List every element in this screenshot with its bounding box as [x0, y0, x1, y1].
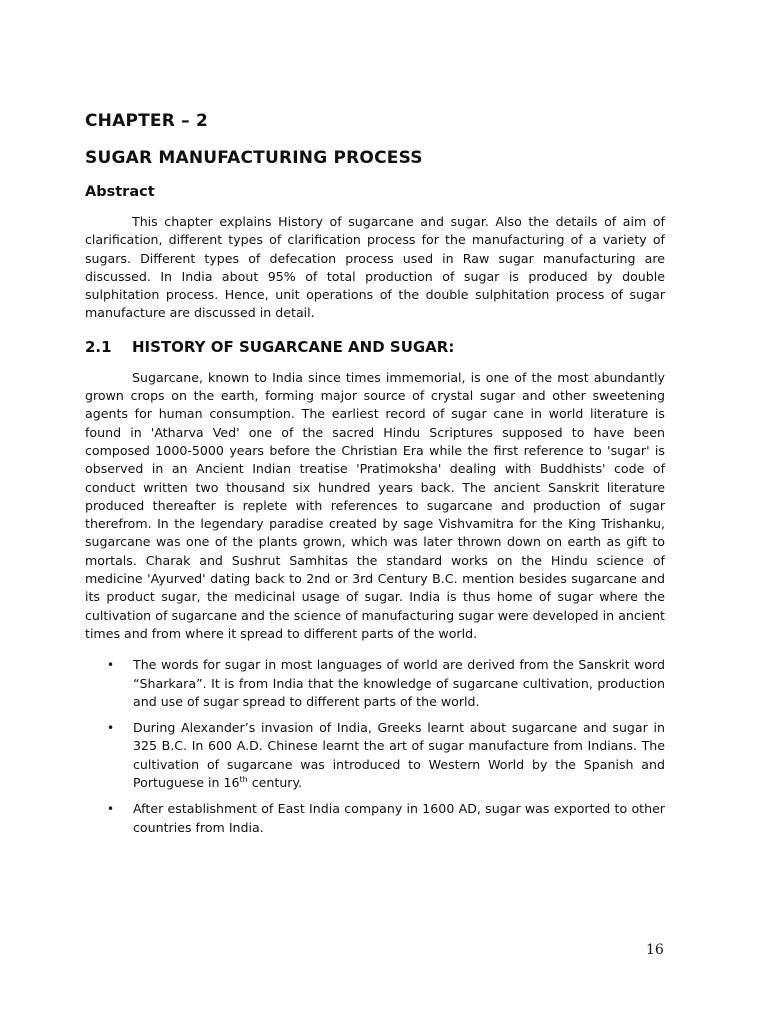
bullet-text-end: century.: [247, 775, 303, 791]
chapter-label: CHAPTER – 2: [85, 111, 208, 131]
chapter-title: SUGAR MANUFACTURING PROCESS: [85, 148, 423, 168]
document-page: [85, 110, 665, 845]
list-item: [85, 719, 665, 792]
superscript: th: [239, 774, 248, 784]
list-item: [85, 800, 665, 837]
bullet-icon: •: [107, 658, 115, 673]
history-paragraph: Sugarcane, known to India since times immemorial, is one of the most abundantly grown crops on the earth, forming major source of crystal sugar and other sweetening agents for human consumption. The earliest record of sugar cane in world literature is found in 'Atharva Ved' one of the sacred Hindu Scriptures supposed to have been composed 1000-5000 years before the Christian Era while the first reference to 'sugar' is observed in an Ancient Indian treatise 'Pratimoksha' dealing with Buddhists' code of conduct written two thousand six hundred years back. The ancient Sanskrit literature produced thereafter is replete with references to sugarcane and production of sugar therefrom. In the legendary paradise created by sage Vishvamitra for the King Trishanku, sugarcane was one of the plants grown, which was later thrown down on earth as gift to mortals. Charak and Sushrut Samhitas the standard works on the Hindu science of medicine 'Ayurved' dating back to 2nd or 3rd Century B.C. mention besides sugarcane and its product sugar, the medicinal usage of sugar. India is thus home of sugar where the cultivation of sugarcane and the science of manufacturing sugar were developed in ancient times and from where it spread to different parts of the world.: [85, 369, 665, 641]
section-heading: [85, 336, 665, 358]
section-title: HISTORY OF SUGARCANE AND SUGAR:: [132, 337, 455, 356]
abstract-paragraph: This chapter explains History of sugarcane and sugar. Also the details of aim of clarification, different types of clarification process for the manufacturing of a variety of sugars. Different types of defecation process used in Raw sugar manufacturing are discussed. In India about 95% of total production of sugar is produced by double sulphitation process. Hence, unit operations of the double sulphitation process of sugar manufacture are discussed in detail.: [85, 214, 665, 321]
bullet-text: [133, 719, 665, 792]
bullet-text: After establishment of East India company in 1600 AD, sugar was exported to other countries from India.: [133, 801, 665, 835]
page-number: 16: [646, 942, 664, 958]
bullet-list: [85, 656, 665, 837]
section-number: 2.1: [85, 337, 112, 356]
bullet-text: The words for sugar in most languages of world are derived from the Sanskrit word “Sharkara”. It is from India that the knowledge of sugarcane cultivation, production and use of sugar spread to different parts of the world.: [133, 657, 665, 709]
bullet-icon: •: [107, 721, 115, 736]
list-item: [85, 656, 665, 711]
bullet-text-main: During Alexander’s invasion of India, Greeks learnt about sugarcane and sugar in 325 B.C. In 600 A.D. Chinese learnt the art of sugar manufacture from Indians. The cultivation of sugarcane was introduced to Western World by the Spanish and Portuguese in 16: [133, 720, 665, 791]
abstract-heading: Abstract: [85, 184, 155, 200]
bullet-icon: •: [107, 802, 115, 817]
